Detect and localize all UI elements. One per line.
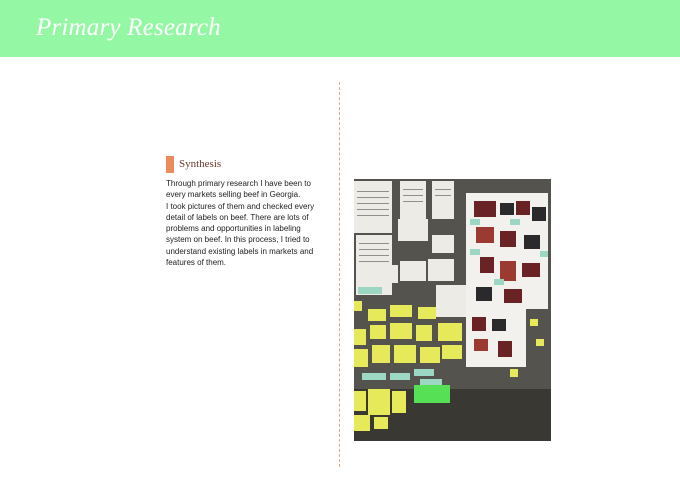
sticky-note — [390, 373, 410, 380]
body-line: features of them. — [166, 258, 227, 268]
note-card — [398, 219, 428, 241]
printed-sheet — [400, 181, 426, 219]
sticky-note — [510, 369, 518, 377]
sticky-note — [442, 345, 462, 359]
photo-thumb — [500, 203, 514, 215]
sticky-note — [374, 417, 388, 429]
sticky-note — [420, 379, 442, 385]
diagram-sheet — [436, 285, 468, 317]
photo-thumb — [532, 207, 546, 221]
body-line: every markets selling beef in Georgia. — [166, 190, 301, 200]
sticky-note — [470, 249, 480, 255]
sticky-note — [390, 305, 412, 317]
photo-thumb — [500, 231, 516, 247]
page-title: Primary Research — [36, 14, 221, 41]
sticky-note — [368, 309, 386, 321]
printed-sheet — [432, 181, 454, 219]
sticky-note — [494, 279, 504, 285]
sticky-note — [420, 347, 440, 363]
sticky-note — [358, 287, 382, 294]
photo-thumb — [474, 201, 496, 217]
photo-thumb — [522, 263, 540, 277]
sticky-note — [354, 301, 362, 311]
sticky-note — [438, 323, 462, 341]
page-divider — [339, 82, 340, 467]
body-line: problems and opportunities in labeling — [166, 224, 301, 234]
photo-thumb — [472, 317, 486, 331]
body-line: system on beef. In this process, I tried to — [166, 235, 310, 245]
sticky-note — [536, 339, 544, 346]
sticky-note — [362, 373, 386, 380]
sticky-note — [394, 345, 416, 363]
sticky-note — [540, 251, 548, 257]
research-wall-photo — [354, 179, 551, 441]
body-line: Through primary research I have been to — [166, 179, 311, 188]
sticky-note — [392, 391, 406, 413]
sticky-note — [418, 307, 436, 319]
sticky-note — [510, 219, 520, 225]
photo-thumb — [516, 201, 530, 215]
sticky-note — [390, 323, 412, 339]
sticky-note — [354, 329, 366, 345]
note-card — [432, 235, 454, 253]
note-card — [428, 259, 454, 281]
printed-sheet — [354, 181, 392, 233]
photo-thumb — [492, 319, 506, 331]
photo-thumb — [480, 257, 494, 273]
sticky-note — [372, 345, 390, 363]
body-line: detail of labels on beef. There are lots of — [166, 212, 309, 222]
note-card — [368, 265, 398, 283]
sticky-note — [470, 219, 480, 225]
body-line: understand existing labels in markets and — [166, 246, 314, 256]
sticky-note — [370, 325, 386, 339]
sticky-note — [368, 389, 390, 415]
section-heading: Synthesis — [179, 158, 222, 170]
photo-thumb — [474, 339, 488, 351]
photo-thumb — [476, 287, 492, 301]
body-line: I took pictures of them and checked every — [166, 201, 315, 211]
sticky-note — [530, 319, 538, 326]
photo-thumb — [476, 227, 494, 243]
photo-thumb — [500, 261, 516, 281]
sticky-note — [414, 369, 434, 376]
header-banner — [0, 0, 680, 57]
green-card — [414, 385, 450, 403]
section-body — [166, 178, 331, 268]
sticky-note — [416, 325, 432, 341]
sticky-note — [354, 391, 366, 411]
sticky-note — [354, 349, 368, 367]
photo-thumb — [524, 235, 540, 249]
sticky-note — [354, 415, 370, 431]
note-card — [400, 261, 426, 281]
section-marker — [166, 156, 174, 173]
photo-thumb — [498, 341, 512, 357]
photo-thumb — [504, 289, 522, 303]
